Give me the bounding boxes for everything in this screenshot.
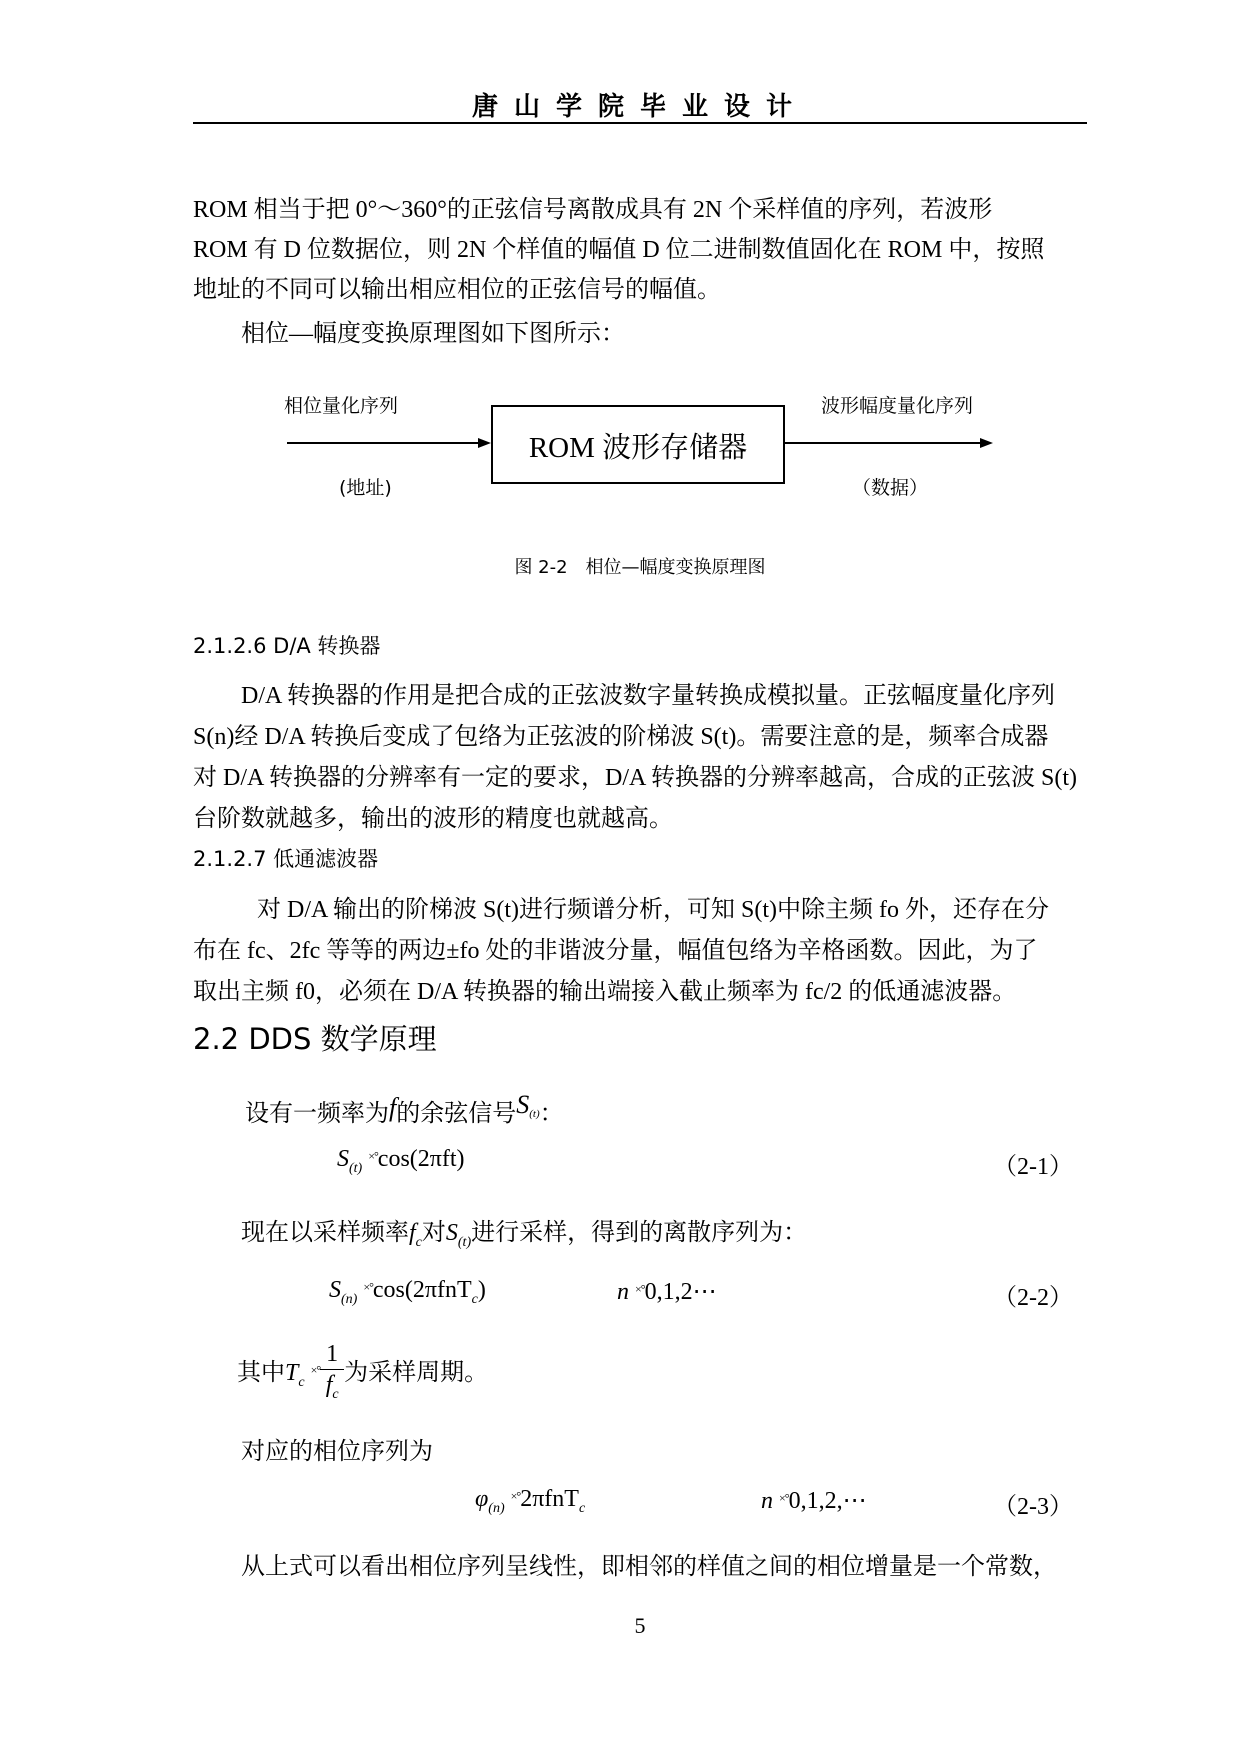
eq3-condition [761, 1486, 867, 1515]
eq2-cond-n: n [617, 1279, 629, 1305]
period-T-sub: c [298, 1375, 305, 1391]
eq2-cond-glyph: ×° [635, 1282, 645, 1296]
eq2-rhs-end: ) [477, 1277, 486, 1303]
da-line-4: 台阶数就越多，输出的波形的精度也就越高。 [193, 806, 673, 832]
page-header-title: 唐山学院毕业设计 [471, 92, 808, 122]
eq1-number: （2-1） [993, 1154, 1073, 1180]
sampling-text-a: 现在以采样频率 [241, 1220, 409, 1246]
eq1-rhs: cos(2πft) [377, 1146, 465, 1172]
closing-line: 从上式可以看出相位序列呈线性，即相邻的样值之间的相位增量是一个常数， [241, 1554, 1057, 1580]
output-arrow-head [980, 438, 993, 448]
intro-line-1: ROM 相当于把 0°～360°的正弦信号离散成具有 2N 个采样值的序列，若波形 [193, 197, 993, 223]
eq3-cond-vals: 0,1,2,⋯ [788, 1488, 867, 1514]
period-fraction-den-sub: c [332, 1387, 339, 1402]
eq3-cond-glyph: ×° [779, 1491, 789, 1505]
intro-line-3: 地址的不同可以输出相应相位的正弦信号的幅值。 [193, 277, 721, 303]
period-text-a: 其中 [237, 1360, 285, 1387]
eq1-glyph: ×° [368, 1149, 378, 1163]
sampling-text-b: 对 [421, 1220, 446, 1246]
lpf-line-1: 对 D/A 输出的阶梯波 S(t)进行频谱分析，可知 S(t)中除主频 fo 外，还存在分 [257, 897, 1049, 923]
diagram-output-sublabel: （数据） [852, 477, 929, 499]
sampling-fc: f [409, 1220, 416, 1246]
intro-line-4: 相位—幅度变换原理图如下图所示： [241, 321, 625, 347]
sampling-S-sub: (t) [457, 1235, 472, 1250]
da-line-2: S(n)经 D/A 转换后变成了包络为正弦波的阶梯波 S(t)。需要注意的是，频率合成器 [193, 724, 1049, 750]
signal-symbol-sub: (t) [529, 1108, 540, 1120]
period-text-b: 为采样周期。 [344, 1360, 489, 1387]
eq3-glyph: ×° [510, 1489, 521, 1503]
heading-22: 2.2 DDS 数学原理 [193, 1022, 437, 1056]
period-fraction-den [320, 1370, 344, 1410]
equation-2-3 [475, 1486, 585, 1517]
period-fraction [320, 1339, 344, 1410]
diagram-input-sublabel: (地址) [339, 477, 392, 499]
freq-symbol: f [389, 1093, 397, 1122]
eq2-lhs: S [329, 1277, 341, 1303]
da-line-3: 对 D/A 转换器的分辨率有一定的要求，D/A 转换器的分辨率越高，合成的正弦波 S(t) [193, 765, 1078, 791]
cosine-intro-end: ： [539, 1101, 564, 1127]
sampling-sentence [241, 1212, 807, 1251]
intro-line-2: ROM 有 D 位数据位，则 2N 个样值的幅值 D 位二进制数值固化在 ROM 中，按照 [193, 237, 1045, 263]
eq3-rhs-sub: c [578, 1501, 586, 1516]
sampling-fc-sub: c [415, 1235, 422, 1250]
period-glyph: ×° [310, 1363, 321, 1378]
period-T: T [285, 1360, 299, 1387]
eq3-lhs: φ [475, 1486, 489, 1512]
eq3-number: （2-3） [993, 1494, 1073, 1520]
rom-box-label: ROM 波形存储器 [528, 432, 748, 464]
period-fraction-num: 1 [320, 1339, 344, 1370]
eq2-rhs: cos(2πfnT [372, 1277, 472, 1303]
eq2-glyph: ×° [363, 1280, 373, 1294]
cosine-intro [245, 1090, 564, 1128]
cosine-intro-text-a: 设有一频率为 [245, 1101, 389, 1127]
equation-2-2 [329, 1277, 486, 1308]
eq2-rhs-sub: c [471, 1292, 478, 1307]
diagram-output-label: 波形幅度量化序列 [821, 395, 974, 417]
page-number: 5 [634, 1613, 646, 1638]
eq1-lhs-sub: (t) [349, 1161, 363, 1176]
da-line-1: D/A 转换器的作用是把合成的正弦波数字量转换成模拟量。正弦幅度量化序列 [241, 683, 1056, 709]
heading-2127: 2.1.2.7 低通滤波器 [193, 847, 379, 871]
eq2-lhs-sub: (n) [341, 1292, 358, 1307]
eq2-number: （2-2） [993, 1285, 1073, 1311]
eq3-lhs-sub: (n) [488, 1501, 505, 1516]
phase-intro: 对应的相位序列为 [241, 1439, 433, 1465]
signal-symbol: S [516, 1090, 530, 1119]
input-arrow-head [478, 438, 491, 448]
cosine-intro-text-b: 的余弦信号 [396, 1101, 517, 1127]
period-fraction-den-f: f [325, 1372, 333, 1398]
equation-2-1 [337, 1146, 465, 1177]
eq2-cond-vals: 0,1,2⋯ [644, 1279, 717, 1305]
diagram-input-label: 相位量化序列 [284, 395, 399, 417]
lpf-line-3: 取出主频 f0，必须在 D/A 转换器的输出端接入截止频率为 fc/2 的低通滤波器。 [193, 979, 1017, 1005]
period-definition [237, 1339, 488, 1410]
sampling-text-c: 进行采样，得到的离散序列为： [471, 1220, 808, 1246]
eq2-condition [617, 1277, 717, 1306]
eq1-lhs: S [337, 1146, 349, 1172]
figure-caption: 图 2-2 相位—幅度变换原理图 [514, 557, 766, 578]
lpf-line-2: 布在 fc、2fc 等等的两边±fo 处的非谐波分量，幅值包络为辛格函数。因此，为了 [193, 938, 1038, 964]
sampling-S: S [445, 1220, 458, 1246]
eq3-cond-n: n [761, 1488, 773, 1514]
eq3-rhs: 2πfnT [520, 1486, 579, 1512]
heading-2126: 2.1.2.6 D/A 转换器 [193, 634, 381, 658]
